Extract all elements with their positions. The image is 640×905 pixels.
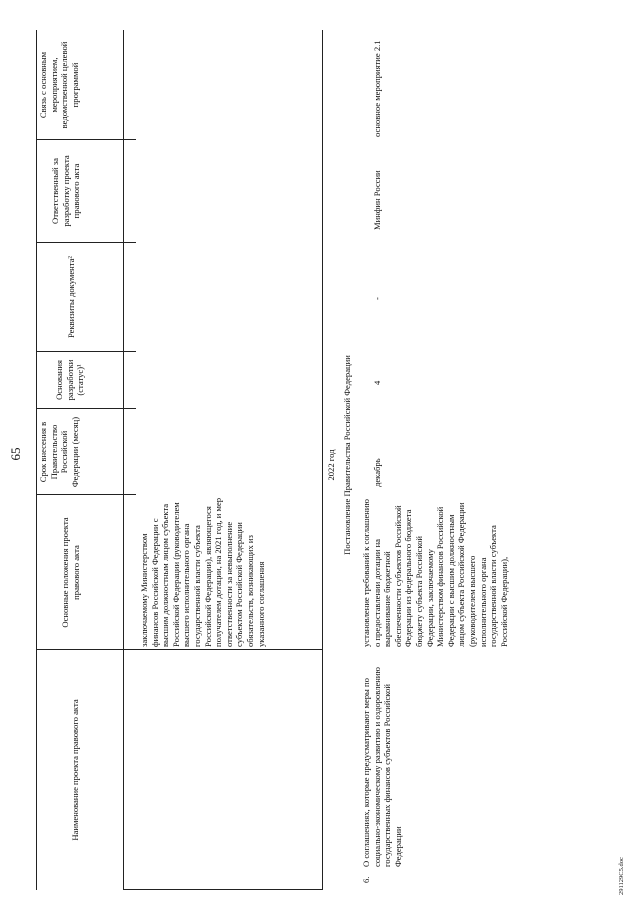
- col-border-3: [36, 408, 136, 409]
- col-border-4: [36, 351, 136, 352]
- row6-name: О соглашениях, которые предусматривают меры по социально-экономическому развитию и оздоровлению государственных финансов субъектов Российской Федерации: [361, 667, 403, 867]
- col-border-1: [36, 649, 136, 650]
- row6-deadline: декабрь: [372, 458, 382, 487]
- row6-basis: 4: [372, 380, 382, 385]
- year-heading: 2022 год: [326, 449, 336, 481]
- row-left-border: [123, 889, 322, 890]
- table-header-bottom-border: [123, 30, 124, 890]
- header-col-provisions: Основные положения проекта правового акта: [60, 517, 81, 628]
- row-separator: [322, 30, 323, 890]
- header-col-name: Наименование проекта правового акта: [70, 699, 80, 841]
- col-border-6: [36, 139, 136, 140]
- table-top-border: [36, 30, 37, 890]
- header-col-requisites: Реквизиты документа²: [66, 256, 76, 338]
- section-heading: Постановление Правительства Российской Федерации: [342, 355, 352, 555]
- page-number: 65: [8, 447, 23, 461]
- row6-requisites: -: [372, 297, 382, 300]
- header-col-link: Связь с основным мероприятием, ведомственной целевой программой: [38, 41, 80, 129]
- row6-provisions: установление требований к соглашению о предоставлении дотации на выравнивание бюджетной обеспеченности субъектов Российской Федерации из федерального бюджета бюджету субъекта Российской Федерации, заключаемому Министерством финансов Российской Федерации с высшим должностным лицом субъекта Российской Федерации (руководителем высшего исполнительного органа государственной власти субъекта Российской Федерации),: [361, 499, 509, 647]
- row6-responsible: Минфин России: [372, 170, 382, 230]
- header-col-basis: Основания разработки (статус)¹: [54, 359, 86, 401]
- footer-filename: 291129C5.doc: [618, 857, 625, 895]
- col-divider-continuation: [123, 649, 322, 650]
- row6-number: 6.: [361, 876, 371, 883]
- row6-link: основное мероприятие 2.1: [372, 40, 382, 137]
- col-border-2: [36, 494, 136, 495]
- header-col-deadline: Срок внесения в Правительство Российской Федерации (месяц): [38, 416, 80, 488]
- col-border-5: [36, 242, 136, 243]
- continuation-text: заключаемому Министерством финансов Российской Федерации с высшим должностным лицом субъекта Российской Федерации (руководителем высшего исполнительного органа государственной власти субъекта Российской Федерации), являющегося получателем дотации, на 2021 год, и мер ответственности за невыполнение субъектом Российской Федерации обязательств, возникающих из указанного соглашения: [139, 497, 266, 647]
- header-col-responsible: Ответственный за разработку проекта правового акта: [50, 155, 82, 227]
